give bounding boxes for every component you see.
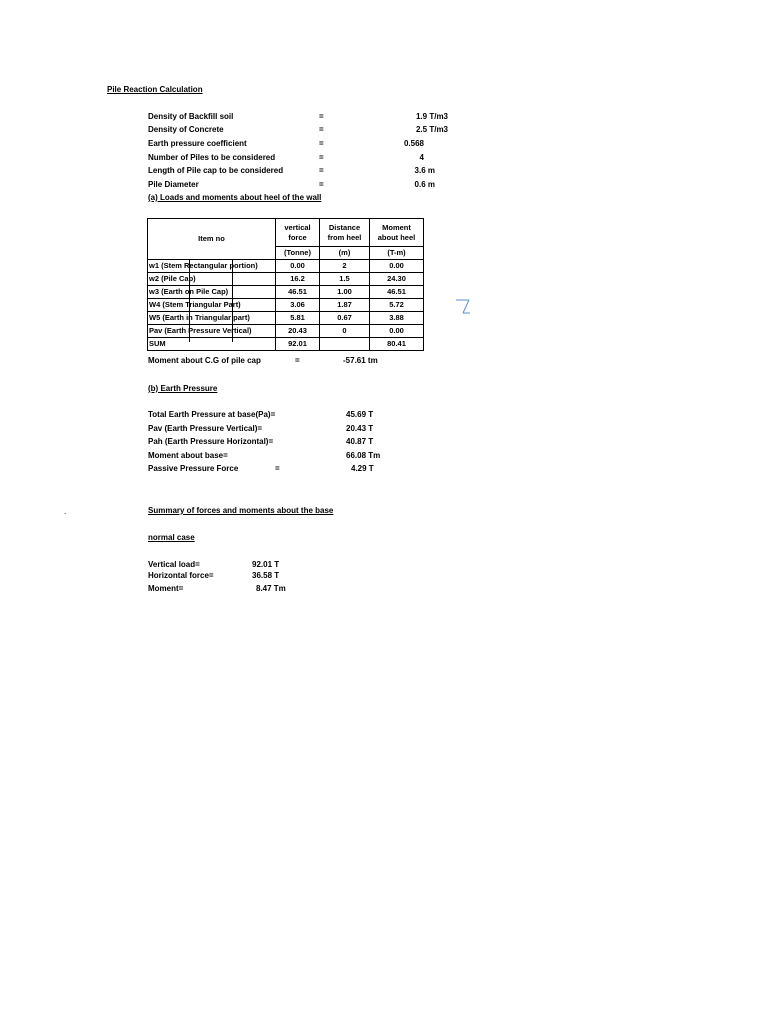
distance-header — [320, 219, 370, 247]
moment-header — [370, 219, 424, 247]
param-label: Density of Concrete — [148, 125, 224, 134]
item-cell: w2 (Pile Cap) — [148, 273, 276, 286]
passive-value: 4.29 T — [351, 464, 374, 473]
param-equals: = — [319, 125, 324, 134]
moment-cell: 46.51 — [370, 286, 424, 299]
item-cell: W5 (Earth in Triangular part) — [148, 312, 276, 325]
distance-cell: 1.5 — [320, 273, 370, 286]
distance-header-line1: Distance — [328, 222, 361, 232]
page-title: Pile Reaction Calculation — [107, 85, 203, 94]
summary-heading: Summary of forces and moments about the base — [148, 506, 334, 515]
force-unit: (Tonne) — [276, 247, 320, 260]
param-label: Earth pressure coefficient — [148, 139, 247, 148]
moment-cg-equals: = — [295, 356, 300, 365]
earth-label: Moment about base= — [148, 451, 228, 460]
moment-cell: 5.72 — [370, 299, 424, 312]
force-cell: 5.81 — [276, 312, 320, 325]
earth-label: Total Earth Pressure at base(Pa)= — [148, 410, 276, 419]
distance-cell — [320, 338, 370, 351]
force-cell: 3.06 — [276, 299, 320, 312]
earth-value: 20.43 T — [346, 424, 374, 433]
stray-dot: . — [64, 507, 67, 516]
item-cell: W4 (Stem Triangular Part) — [148, 299, 276, 312]
param-value: 4 — [419, 153, 424, 162]
param-equals: = — [319, 112, 324, 121]
force-cell: 0.00 — [276, 260, 320, 273]
param-value: 3.6 m — [414, 166, 435, 175]
param-equals: = — [319, 166, 324, 175]
param-label: Pile Diameter — [148, 180, 199, 189]
force-header-line2: force — [288, 232, 307, 242]
stray-mark-icon — [455, 299, 471, 315]
item-cell: Pav (Earth Pressure Vertical) — [148, 325, 276, 338]
moment-cell: 0.00 — [370, 325, 424, 338]
param-equals: = — [319, 180, 324, 189]
distance-cell: 0 — [320, 325, 370, 338]
summary-value: 8.47 Tm — [256, 584, 286, 593]
param-value: 0.6 m — [414, 180, 435, 189]
normal-case-heading: normal case — [148, 533, 195, 542]
force-cell: 92.01 — [276, 338, 320, 351]
section-b-heading: (b) Earth Pressure — [148, 384, 218, 393]
force-header — [276, 219, 320, 247]
moment-cg-value: -57.61 tm — [343, 356, 378, 365]
item-header: Item no — [148, 219, 276, 260]
moment-unit: (T-m) — [370, 247, 424, 260]
param-label: Length of Pile cap to be considered — [148, 166, 284, 175]
summary-value: 92.01 T — [252, 560, 280, 569]
summary-label: Vertical load= — [148, 560, 200, 569]
grid-line — [189, 260, 190, 342]
earth-value: 45.69 T — [346, 410, 374, 419]
distance-header-line2: from heel — [327, 232, 362, 242]
param-equals: = — [319, 139, 324, 148]
summary-label: Moment= — [148, 584, 184, 593]
item-cell: w1 (Stem Rectangular portion) — [148, 260, 276, 273]
earth-value: 66.08 Tm — [346, 451, 381, 460]
summary-label: Horizontal force= — [148, 571, 214, 580]
passive-label: Passive Pressure Force — [148, 464, 239, 473]
param-value: 0.568 — [403, 139, 424, 148]
earth-label: Pav (Earth Pressure Vertical)= — [148, 424, 263, 433]
moment-header-line1: Moment — [382, 222, 411, 232]
earth-value: 40.87 T — [346, 437, 374, 446]
param-label: Density of Backfill soil — [148, 112, 234, 121]
force-cell: 46.51 — [276, 286, 320, 299]
table-header-row — [148, 219, 424, 247]
moment-cell: 24.30 — [370, 273, 424, 286]
distance-cell: 1.00 — [320, 286, 370, 299]
moment-cg-label: Moment about C.G of pile cap — [148, 356, 261, 365]
moment-cell: 80.41 — [370, 338, 424, 351]
distance-unit: (m) — [320, 247, 370, 260]
passive-equals: = — [275, 464, 280, 473]
param-value: 1.9 T/m3 — [415, 112, 448, 121]
item-cell: w3 (Earth on Pile Cap) — [148, 286, 276, 299]
earth-label: Pah (Earth Pressure Horizontal)= — [148, 437, 274, 446]
summary-value: 36.58 T — [252, 571, 280, 580]
force-cell: 16.2 — [276, 273, 320, 286]
param-value: 2.5 T/m3 — [415, 125, 448, 134]
force-header-line1: vertical — [284, 222, 311, 232]
param-label: Number of Piles to be considered — [148, 153, 276, 162]
force-cell: 20.43 — [276, 325, 320, 338]
distance-cell: 0.67 — [320, 312, 370, 325]
param-equals: = — [319, 153, 324, 162]
moment-cell: 0.00 — [370, 260, 424, 273]
item-cell: SUM — [148, 338, 276, 351]
moment-header-line2: about heel — [377, 232, 416, 242]
distance-cell: 2 — [320, 260, 370, 273]
grid-line — [232, 260, 233, 342]
section-a-heading: (a) Loads and moments about heel of the wall — [148, 193, 322, 202]
moment-cell: 3.88 — [370, 312, 424, 325]
distance-cell: 1.87 — [320, 299, 370, 312]
